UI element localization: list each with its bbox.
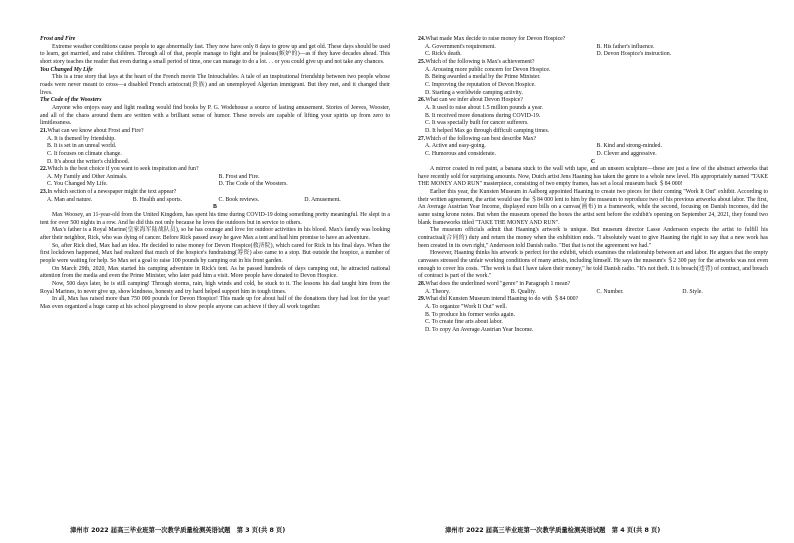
question-text: In which section of a newspaper might the text appear? [47, 189, 177, 196]
option-26-b: B. It received more donations during COVID-19. [425, 112, 541, 119]
question-number: 25. [418, 58, 426, 65]
paragraph-b-2: Max's father is a Royal Marine(皇家海军陆战队员), so he has courage and love for outdoor activities in his blood. Max's family was looking after their neighbor, Rick, who was dying of cancer. Before Rick passed away he gave Max a tent and had him promise to have an adventure. [40, 227, 390, 242]
option-21-a: A. It is themed by friendship. [47, 135, 116, 142]
option-21-d: D. It's about the writer's childhood. [47, 158, 130, 165]
option-29-c: C. To create fine arts about labor. [425, 319, 503, 326]
option-23-a: A. Man and nature. [47, 196, 93, 203]
option-22-d: D. The Code of the Woosters. [218, 181, 288, 188]
page-4-column [418, 36, 768, 335]
option-28-c: C. Number. [596, 288, 624, 295]
question-29 [418, 296, 768, 304]
options-24 [418, 44, 768, 59]
option-27-d: D. Clever and aggressive. [596, 150, 657, 157]
question-text: Which is the best choice if you want to seek inspiration and fun? [47, 166, 199, 173]
option-25-d: D. Starting a worldwide camping activity. [425, 89, 523, 96]
footer-page-3: 漳州市 2022 届高三毕业班第一次教学质量检测英语试题 第 3 页(共 8 页) [70, 527, 286, 534]
question-text: What can we know about Frost and Fire? [47, 127, 144, 134]
footer-page-4: 漳州市 2022 届高三毕业班第一次教学质量检测英语试题 第 4 页(共 8 页) [445, 527, 661, 534]
option-23-b: B. Health and sports. [132, 196, 182, 203]
question-number: 29. [418, 296, 426, 303]
page-divider [405, 30, 406, 525]
section-title-frost-and-fire: Frost and Fire [40, 36, 76, 42]
section-title-code-of-woosters: The Code of the Woosters [40, 97, 102, 104]
paragraph-b-6: In all, Max has raised more than 750 000 pounds for Devon Hospice! This made up for about half of the donations they had lost for the year! Max even organized a huge camp at his school playground to show people anyone can achieve if they all work together. [40, 296, 390, 310]
question-text: What can we infer about Devon Hospice? [425, 97, 523, 104]
option-27-a: A. Active and easy-going. [425, 143, 486, 150]
option-28-d: D. Style. [682, 288, 703, 295]
option-22-a: A. My Family and Other Animals. [47, 173, 128, 180]
option-25-a: A. Arousing more public concern for Devon Hospice. [425, 66, 551, 73]
paragraph-c-2: Earlier this year, the Kunsten Museum in Aalborg appointed Haaning to create two pieces for their coming "Work It Out" exhibit. According to their written agreement, the artist would use the ＄84 000 lent to him by the museum to reproduce two of his previous artworks about labor. The first, An Average Austrian Year Income, displayed euro bills on a canvas(画布) in a framework, while the second, focusing on Danish incomes, did the same using krone notes. But when the museum opened the boxes the artist sent before the exhibit's opening on September 24, 2021, they found two blank frameworks titled "TAKE THE MONEY AND RUN". [418, 189, 768, 226]
question-number: 21. [40, 127, 48, 134]
option-29-a: A. To organize "Work It Out" well. [425, 303, 507, 310]
question-number: 26. [418, 97, 426, 104]
paragraph-b-3: So, after Rick died, Max had an idea. He decided to raise money for Devon Hospice(救济院), which cared for Rick in his final days. When the first lockdown happened, Max had realized that much of the hospice's fundraising(筹资) also came to a stop. But outside the hospice, a number of people were waiting for help. So Max set a goal to raise 100 pounds by camping out in his front garden. [40, 242, 390, 265]
question-26 [418, 97, 768, 105]
option-27-c: C. Humorous and considerate. [425, 150, 496, 157]
question-22 [40, 166, 390, 174]
option-29-d: D. To copy An Average Austrian Year Income. [425, 326, 534, 333]
passage-letter-b: B [213, 204, 217, 211]
question-number: 22. [40, 166, 48, 173]
question-text: What made Max decide to raise money for Devon Hospice? [425, 36, 566, 42]
option-22-c: C. You Changed My Life. [47, 181, 108, 188]
option-21-b: B. It is set in an unreal world. [47, 143, 117, 150]
paragraph-b-4: On March 29th, 2020, Max started his camping adventure in Rick's tent. As he passed hundreds of days camping out, he attracted national attention from the media and even the Prime Minister, who later paid him a visit. More people have donated to Devon Hospice. [40, 265, 390, 280]
paragraph-code-of-woosters: Anyone who enjoys easy and light reading would find books by P. G. Wodehouse a source of lasting amusement. Stories of Jeeves, Wooster, and all of the chaos around them are written with a brilliant sense of humor. These novels are capable of lifting your spirits up from zero to limitlessness. [40, 104, 390, 127]
section-title-you-changed-my-life: You Changed My Life [40, 66, 93, 73]
passage-letter-c: C [590, 158, 596, 165]
question-number: 24. [418, 36, 426, 42]
page-3-column [40, 36, 390, 312]
option-21-c: C. It focuses on climate change. [47, 150, 122, 157]
option-28-b: B. Quality. [510, 288, 537, 295]
question-text: Which of the following is Max's achievement? [425, 58, 535, 65]
option-22-b: B. Frost and Fire. [218, 173, 260, 180]
options-22 [40, 174, 390, 189]
option-23-d: D. Amusement. [304, 196, 341, 203]
question-24 [418, 36, 768, 44]
question-28 [418, 281, 768, 289]
question-number: 28. [418, 281, 426, 287]
question-27 [418, 136, 768, 144]
paragraph-c-1: A mirror coated in red paint, a banana stuck to the wall with tape, and an unseen sculpture—these are just a few of the abstract artworks that have recently sold for surprising amounts. Now, Dutch artist Jens Haaning has taken the genre to a whole new level. His appropriately named "TAKE THE MONEY AND RUN" masterpiece, consisting of two empty frames, has set a local museum back ＄84 000! [418, 166, 768, 188]
option-24-b: B. His father's influence. [596, 43, 655, 50]
option-26-a: A. It used to raise about 1.5 million pounds a year. [425, 104, 543, 111]
paragraph-you-changed-my-life: This is a true story that lays at the heart of the French movie The Intouchables. A tale of an inspirational friendship between two people whose roads were never meant to cross—a disabled French aristocrat(贵族) and an unemployed Algerian immigrant. But they met, and it changed their lives. [40, 74, 390, 96]
paragraph-b-1: Max Woosey, an 11-year-old from the United Kingdom, has spent his time during COVID-19 doing something pretty meaningful. He slept in a tent for over 500 nights in a row. And he did this not only because he loves the outdoors but in service to others. [40, 212, 390, 226]
options-27 [418, 143, 768, 158]
option-28-a: A. Theory. [425, 288, 450, 295]
option-25-c: C. Improving the reputation of Devon Hospice. [425, 81, 536, 88]
question-number: 23. [40, 189, 48, 196]
option-26-d: D. It helped Max go through difficult camping times. [425, 127, 550, 134]
question-text: What did Kunsten Museum intend Haaning to do with ＄84 000? [425, 296, 579, 303]
paragraph-c-3: The museum officials admit that Haaning's artwork is unique. But museum director Lasse Andersson expects the artist to fulfill his contractual(合同的) duty and return the money when the exhibition ends. "I absolutely want to give Haaning the right to say that a new work has been created in its own right," Andersson told Danish radio. "But that is not the agreement we had." [418, 227, 768, 249]
question-25 [418, 59, 768, 67]
paragraph-b-5: Now, 500 days later, he is still camping! Through storms, rain, high winds and cold, he stuck to it. The lessons his dad taught him from the Royal Marines, to never give up, show kindness, honesty and try hard helped support him in tough times. [40, 281, 390, 295]
option-24-c: C. Rick's death. [425, 51, 462, 58]
option-29-b: B. To produce his former works again. [425, 311, 516, 318]
question-text: What does the underlined word "genre" in Paragraph 1 mean? [425, 281, 571, 287]
options-23 [40, 197, 390, 205]
question-21 [40, 128, 390, 136]
option-27-b: B. Kind and strong-minded. [596, 143, 662, 150]
option-26-c: C. It was specially built for cancer sufferers. [425, 120, 529, 127]
question-23 [40, 189, 390, 197]
option-24-a: A. Government's requirement. [425, 43, 496, 50]
paragraph-frost-and-fire: Extreme weather conditions cause people to age abnormally fast. They now have only 8 days to grow up and get old. These days should be used to learn, get married, and raise children. Through all of that, people manage to fight and be jealous(嫉妒的)—as if they have decades ahead. This short story teaches the reader that even during a small period of time, one can manage to do a lot. . . or you could give up and not take any chances. [40, 43, 390, 65]
option-24-d: D. Devon Hospice's instruction. [596, 51, 672, 58]
option-23-c: C. Book reviews. [218, 196, 260, 203]
paragraph-c-4: However, Haaning thinks his artwork is perfect for the exhibit, which examines the relationship between art and labor. He argues that the empty canvases stressed the unfair working conditions of many artists, including himself. He says the museum's ＄2 300 pay for the artworks was not even enough to cover his costs. "The work is that I have taken their money," he told Danish radio. "It's not theft. It is breach(违背) of contract, and breach of contract is part of the work." [418, 250, 768, 280]
question-number: 27. [418, 135, 426, 142]
option-25-b: B. Being awarded a medal by the Prime Minister. [425, 74, 541, 81]
question-text: Which of the following can best describe Max? [425, 135, 537, 142]
